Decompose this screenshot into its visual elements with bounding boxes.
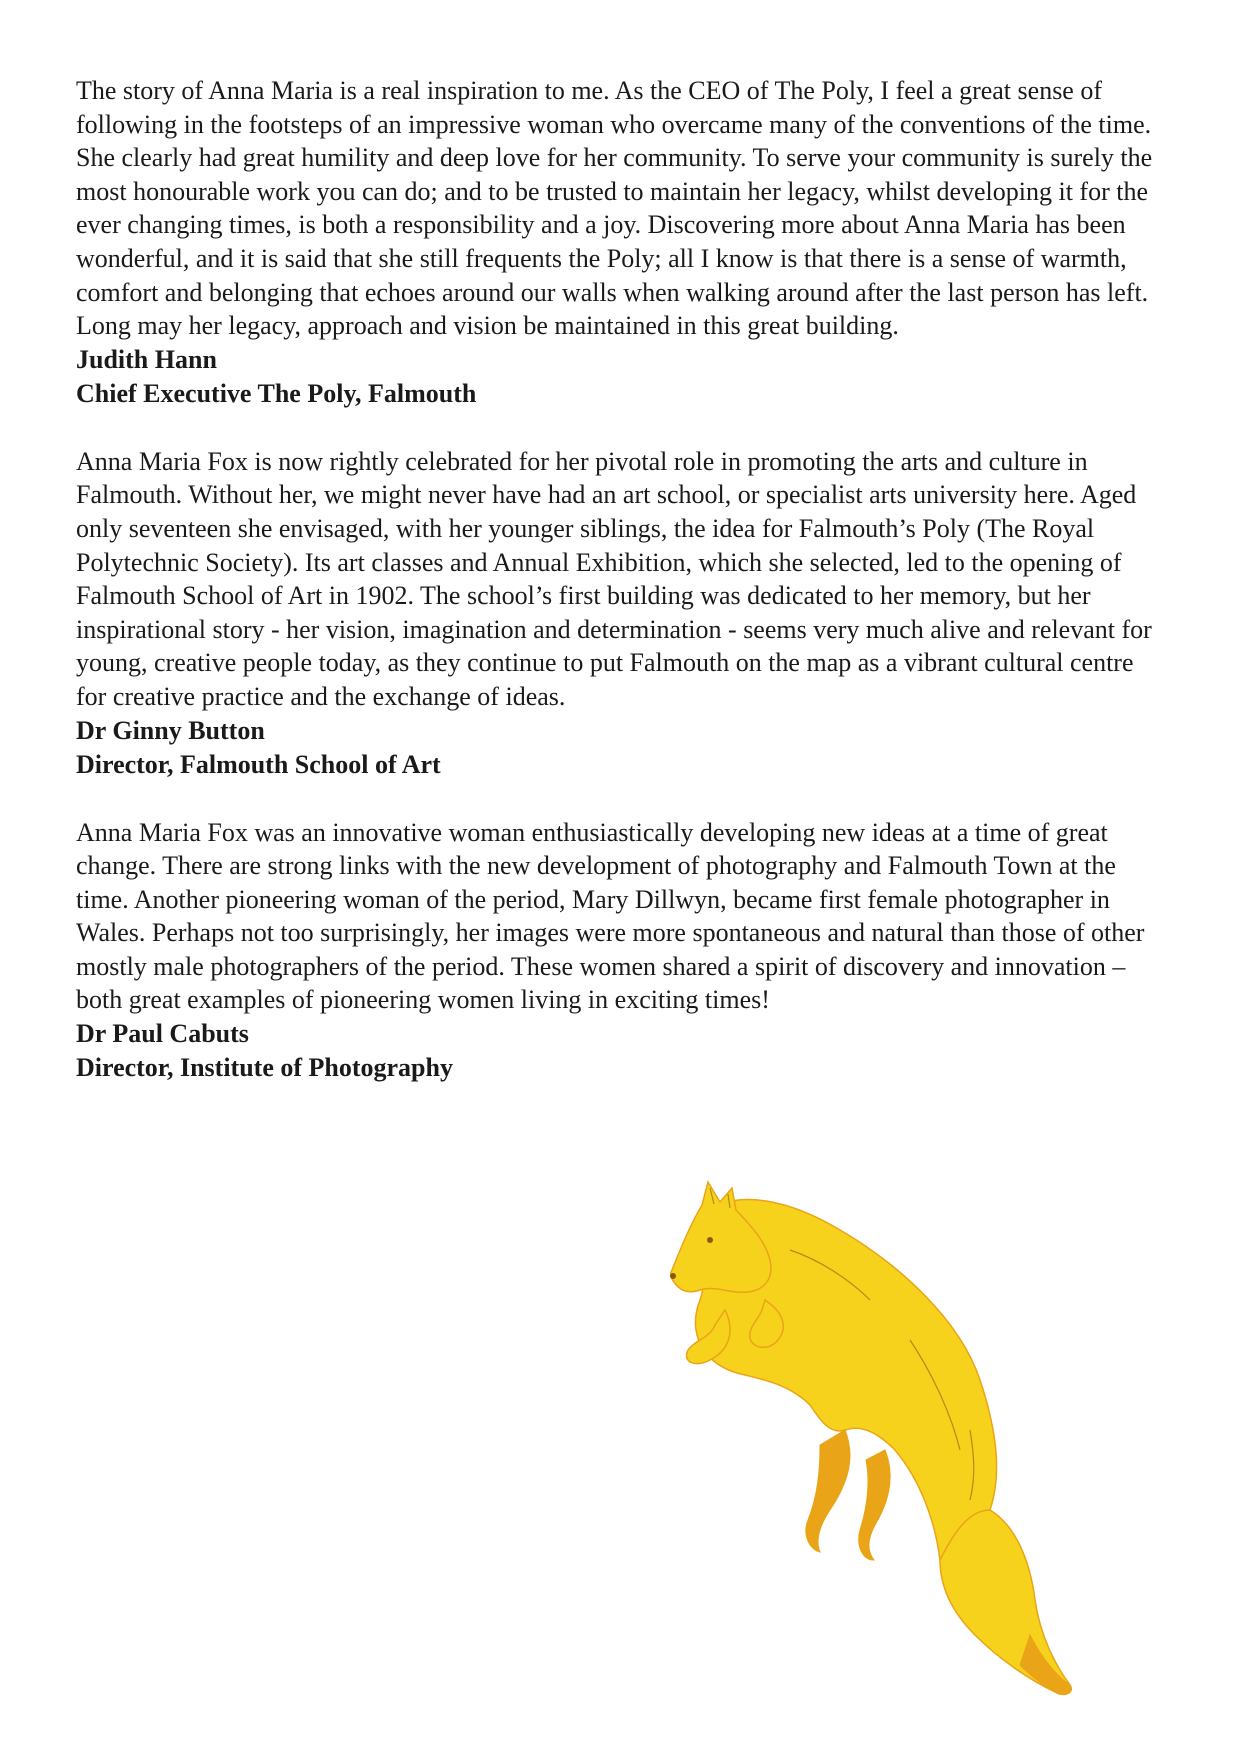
fox-nose	[670, 1273, 676, 1279]
fox-eye	[707, 1237, 713, 1243]
testimonial-ginny-button	[76, 445, 1170, 782]
testimonial-text: Anna Maria Fox is now rightly celebrated for her pivotal role in promoting the arts and culture in Falmouth. Without her, we might never have had an art school, or specialist arts university here. Aged only seventeen she envisaged, with her younger siblings, the idea for Falmouth’s Poly (The Royal Polytechnic Society). Its art classes and Annual Exhibition, which she selected, led to the opening of Falmouth School of Art in 1902. The school’s first building was dedicated to her memory, but her inspirational story - her vision, imagination and determination - seems very much alive and relevant for young, creative people today, as they continue to put Falmouth on the map as a vibrant cultural centre for creative practice and the exchange of ideas.	[76, 446, 1152, 711]
fox-hind-leg	[806, 1430, 850, 1552]
fox-hind-leg	[859, 1450, 890, 1560]
testimonial-paul-cabuts	[76, 816, 1170, 1086]
testimonial-author-name: Dr Paul Cabuts	[76, 1019, 249, 1049]
document-page	[76, 74, 1170, 1119]
fox-head	[670, 1182, 771, 1292]
testimonial-author-role: Director, Institute of Photography	[76, 1053, 453, 1083]
testimonial-author-role: Director, Falmouth School of Art	[76, 749, 441, 779]
testimonial-author-role: Chief Executive The Poly, Falmouth	[76, 378, 477, 408]
testimonial-text: The story of Anna Maria is a real inspiration to me. As the CEO of The Poly, I feel a great sense of following in the footsteps of an impressive woman who overcame many of the conventions of the time. She clearly had great humility and deep love for her community. To serve your community is surely the most honourable work you can do; and to be trusted to maintain her legacy, whilst developing it for the ever changing times, is both a responsibility and a joy. Discovering more about Anna Maria has been wonderful, and it is said that she still frequents the Poly; all I know is that there is a sense of warmth, comfort and belonging that echoes around our walls when walking around after the last person has left. Long may her legacy, approach and vision be maintained in this great building.	[76, 76, 1153, 341]
testimonial-text: Anna Maria Fox was an innovative woman enthusiastically developing new ideas at a time of great change. There are strong links with the new development of photography and Falmouth Town at the time. Another pioneering woman of the period, Mary Dillwyn, became first female photographer in Wales. Perhaps not too surprisingly, her images were more spontaneous and natural than those of other mostly male photographers of the period. These women shared a spirit of discovery and innovation – both great examples of pioneering women living in exciting times!	[76, 817, 1145, 1015]
testimonial-judith-hann	[76, 74, 1170, 411]
testimonial-author-name: Judith Hann	[76, 344, 217, 374]
fox-tail	[940, 1510, 1071, 1694]
leaping-fox-illustration	[670, 1180, 1110, 1700]
testimonial-author-name: Dr Ginny Button	[76, 715, 265, 745]
